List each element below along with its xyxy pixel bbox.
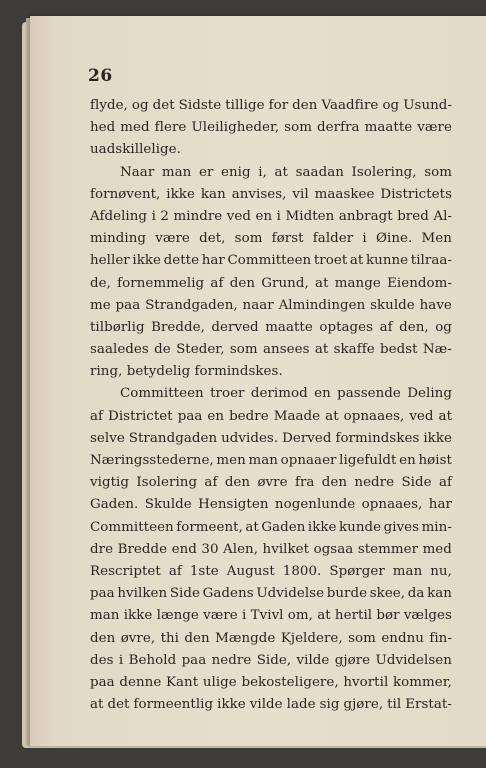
- text-line: paa denne Kant ulige bekosteligere, hvortil kommer,: [90, 674, 452, 690]
- text-line: selve Strandgaden udvides. Derved formindskes ikke: [90, 430, 452, 446]
- text-line: saaledes de Steder, som ansees at skaffe bedst Næ-: [90, 342, 452, 358]
- text-line: me paa Strandgaden, naar Almindingen skulde have: [90, 297, 452, 313]
- text-line: man ikke længe være i Tvivl om, at hertil bør vælges: [90, 608, 452, 624]
- text-line: hed med flere Uleiligheder, som derfra maatte være: [90, 120, 452, 136]
- text-line: heller ikke dette har Committeen troet at kunne tilraa-: [90, 253, 452, 269]
- text-line: Committeen formeent, at Gaden ikke kunde gives min-: [90, 519, 452, 535]
- text-line: at det formeentlig ikke vilde lade sig gjøre, til Erstat-: [90, 697, 452, 713]
- text-line: ring, betydelig formindskes.: [90, 364, 283, 380]
- text-line: flyde, og det Sidste tillige for den Vaadfire og Usund-: [90, 98, 452, 113]
- text-line: Rescriptet af 1ste August 1800. Spørger man nu,: [90, 563, 452, 579]
- text-line: de, fornemmelig af den Grund, at mange Eiendom-: [90, 275, 452, 291]
- text-line: Gaden. Skulde Hensigten nogenlunde opnaaes, har: [90, 497, 452, 513]
- text-line: Naar man er enig i, at saadan Isolering, som: [120, 164, 452, 180]
- text-line: af Districtet paa en bedre Maade at opnaaes, ved at: [90, 408, 452, 424]
- text-line: des i Behold paa nedre Side, vilde gjøre Udvidelsen: [90, 652, 452, 668]
- text-line: dre Bredde end 30 Alen, hvilket ogsaa stemmer med: [90, 541, 452, 557]
- text-line: minding være det, som først falder i Øine. Men: [90, 231, 452, 247]
- text-line: Committeen troer derimod en passende Deling: [120, 386, 452, 402]
- text-line: den øvre, thi den Mængde Kjeldere, som endnu fin-: [90, 630, 452, 646]
- text-line: tilbørlig Bredde, derved maatte optages af den, og: [90, 319, 452, 335]
- text-line: vigtig Isolering af den øvre fra den nedre Side af: [90, 475, 452, 491]
- body-text: [90, 98, 452, 719]
- text-line: Næringsstederne, men man opnaaer ligefuldt en høist: [90, 453, 452, 468]
- text-line: paa hvilken Side Gadens Udvidelse burde skee, da kan: [90, 586, 452, 602]
- text-line: uadskillelige.: [90, 142, 181, 158]
- text-line: fornøvent, ikke kan anvises, vil maaskee Districtets: [90, 186, 452, 202]
- page-number: 26: [88, 66, 113, 86]
- text-line: Afdeling i 2 mindre ved en i Midten anbragt bred Al-: [90, 208, 452, 224]
